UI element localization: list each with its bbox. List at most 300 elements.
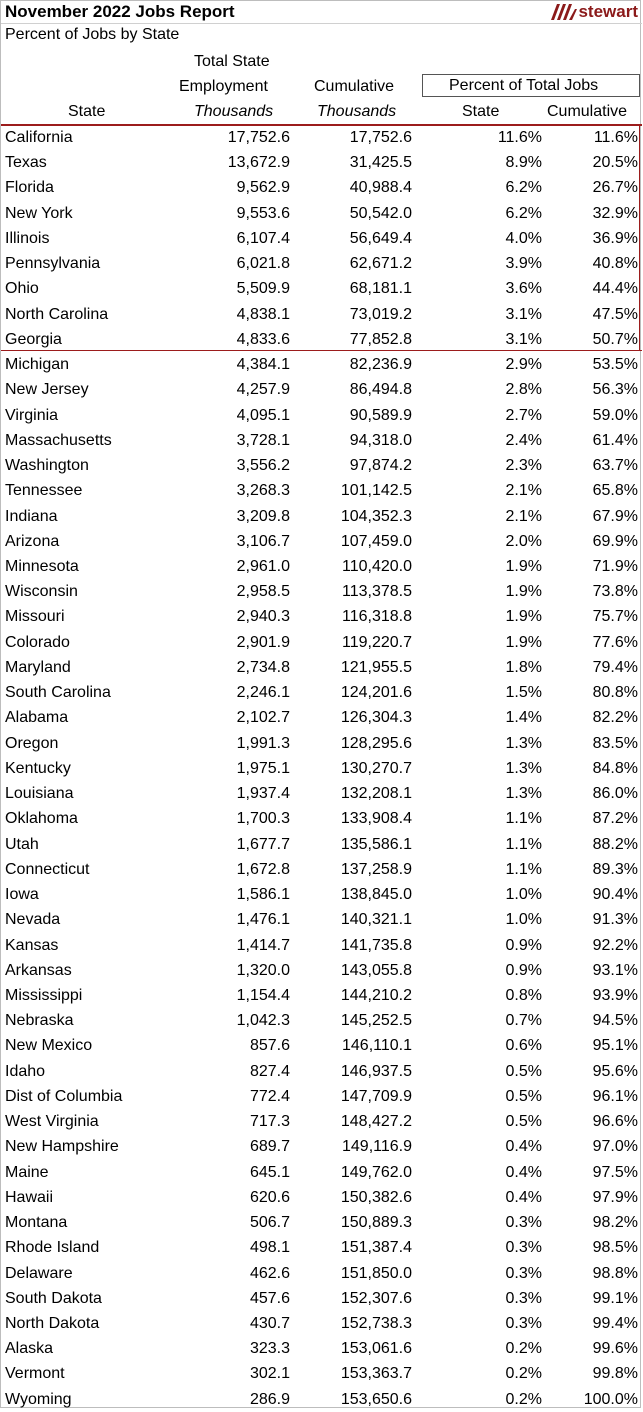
- cumulative-percent: 95.1%: [592, 1037, 638, 1055]
- cumulative-employment: 82,236.9: [349, 356, 412, 374]
- table-row: [1, 781, 642, 806]
- total-employment: 3,106.7: [236, 532, 290, 550]
- cumulative-percent: 96.1%: [592, 1087, 638, 1105]
- cumulative-percent: 93.9%: [592, 986, 638, 1004]
- cumulative-percent: 97.5%: [592, 1163, 638, 1181]
- state-name: Massachusetts: [5, 431, 112, 449]
- cumulative-percent: 36.9%: [592, 229, 638, 247]
- state-percent: 1.0%: [505, 886, 542, 904]
- table-row: [1, 327, 642, 352]
- logo-text: stewart: [578, 1, 638, 21]
- table-row: [1, 150, 642, 175]
- total-employment: 2,961.0: [236, 557, 290, 575]
- cumulative-percent: 71.9%: [592, 557, 638, 575]
- state-name: Virginia: [5, 406, 59, 424]
- state-percent: 11.6%: [497, 129, 542, 146]
- cumulative-employment: 31,425.5: [349, 154, 412, 172]
- state-name: Connecticut: [5, 860, 90, 878]
- total-employment: 857.6: [249, 1037, 290, 1055]
- cumulative-percent: 75.7%: [592, 608, 638, 626]
- cumulative-employment: 153,650.6: [340, 1390, 412, 1408]
- state-name: Pennsylvania: [5, 255, 101, 273]
- total-employment: 506.7: [249, 1214, 290, 1232]
- cumulative-percent: 73.8%: [592, 583, 638, 601]
- total-employment: 9,562.9: [236, 179, 290, 197]
- cumulative-employment: 116,318.8: [342, 608, 412, 626]
- table-row: [1, 226, 642, 251]
- cumulative-employment: 77,852.8: [349, 330, 412, 348]
- state-percent: 3.9%: [505, 255, 542, 273]
- total-employment: 3,556.2: [236, 457, 290, 475]
- cumulative-employment: 146,937.5: [340, 1062, 412, 1080]
- state-name: Nebraska: [5, 1012, 74, 1030]
- cumulative-employment: 68,181.1: [349, 280, 412, 298]
- table-row: [1, 251, 642, 276]
- cumulative-employment: 62,671.2: [349, 255, 412, 273]
- state-name: Alabama: [5, 709, 69, 727]
- cumulative-percent: 99.6%: [592, 1340, 638, 1358]
- cumulative-employment: 141,735.8: [340, 936, 412, 954]
- cumulative-percent: 53.5%: [592, 356, 638, 374]
- total-employment: 1,154.4: [236, 986, 290, 1004]
- state-name: Washington: [5, 457, 89, 475]
- total-employment: 323.3: [249, 1340, 290, 1358]
- table-row: [1, 1286, 642, 1311]
- table-row: [1, 680, 642, 705]
- table-row: [1, 756, 642, 781]
- state-name: Iowa: [5, 886, 39, 904]
- state-name: Hawaii: [5, 1188, 54, 1206]
- cumulative-percent: 99.1%: [592, 1289, 638, 1307]
- state-name: Kansas: [5, 936, 59, 954]
- cumulative-percent: 86.0%: [592, 785, 638, 803]
- table-row: [1, 428, 642, 453]
- state-percent: 4.0%: [505, 229, 542, 247]
- table-row: [1, 1336, 642, 1361]
- total-employment: 462.6: [249, 1264, 290, 1282]
- table-row: [1, 1261, 642, 1286]
- cumulative-employment: 104,352.3: [340, 507, 412, 525]
- cumulative-percent: 44.4%: [592, 280, 638, 298]
- state-percent: 0.3%: [505, 1315, 542, 1333]
- table-row: [1, 1008, 642, 1033]
- table-row: [1, 1185, 642, 1210]
- total-employment: 1,042.3: [236, 1012, 290, 1030]
- state-percent: 0.4%: [505, 1163, 542, 1181]
- cumulative-percent: 97.0%: [592, 1138, 638, 1156]
- state-name: Idaho: [5, 1062, 46, 1080]
- cumulative-percent: 61.4%: [592, 431, 638, 449]
- cumulative-employment: 150,382.6: [340, 1188, 412, 1206]
- state-name: Oregon: [5, 734, 59, 752]
- state-name: Wyoming: [5, 1390, 72, 1408]
- cumulative-employment: 94,318.0: [349, 431, 412, 449]
- state-name: Missouri: [5, 608, 65, 626]
- cumulative-employment: 148,427.2: [340, 1113, 412, 1131]
- cumulative-percent: 98.5%: [592, 1239, 638, 1257]
- table-row: [1, 1387, 642, 1412]
- table-body: [1, 125, 642, 1412]
- state-percent: 1.3%: [505, 759, 542, 777]
- cumulative-percent: 95.6%: [592, 1062, 638, 1080]
- cumulative-percent: 26.7%: [592, 179, 638, 197]
- stewart-stripes-logo-icon: [551, 4, 577, 20]
- table-row: [1, 1134, 642, 1159]
- state-percent: 8.9%: [505, 154, 542, 172]
- table-row: [1, 958, 642, 983]
- state-percent: 1.9%: [505, 557, 542, 575]
- state-percent: 2.8%: [505, 381, 542, 399]
- cumulative-percent: 80.8%: [592, 684, 638, 702]
- cumulative-employment: 137,258.9: [340, 860, 412, 878]
- cumulative-percent: 91.3%: [592, 911, 638, 929]
- cumulative-percent: 84.8%: [592, 759, 638, 777]
- table-row: [1, 504, 642, 529]
- state-percent: 0.4%: [505, 1188, 542, 1206]
- cumulative-percent: 65.8%: [592, 482, 638, 500]
- cumulative-employment: 126,304.3: [340, 709, 412, 727]
- table-row: [1, 907, 642, 932]
- table-row: [1, 403, 642, 428]
- table-subtitle: Percent of Jobs by State: [5, 26, 180, 43]
- state-name: Colorado: [5, 633, 70, 651]
- cumulative-employment: 128,295.6: [340, 734, 412, 752]
- cumulative-percent: 87.2%: [592, 810, 638, 828]
- table-row: [1, 655, 642, 680]
- state-name: Maine: [5, 1163, 49, 1181]
- state-name: Wisconsin: [5, 583, 78, 601]
- state-percent: 1.3%: [505, 734, 542, 752]
- state-name: Delaware: [5, 1264, 73, 1282]
- table-row: [1, 276, 642, 301]
- stewart-logo: [551, 1, 638, 22]
- state-name: New Hampshire: [5, 1138, 119, 1156]
- cumulative-percent: 99.4%: [592, 1315, 638, 1333]
- state-percent: 0.3%: [505, 1239, 542, 1257]
- table-row: [1, 806, 642, 831]
- cumulative-employment: 149,116.9: [342, 1138, 412, 1156]
- state-name: Arizona: [5, 532, 60, 550]
- state-percent: 0.5%: [505, 1087, 542, 1105]
- cumulative-employment: 121,955.5: [340, 658, 412, 676]
- total-employment: 1,937.4: [236, 785, 290, 803]
- table-row: [1, 352, 642, 377]
- total-employment: 1,991.3: [236, 734, 290, 752]
- cumulative-percent: 50.7%: [592, 330, 638, 348]
- cumulative-percent: 83.5%: [592, 734, 638, 752]
- table-row: [1, 983, 642, 1008]
- state-percent: 0.3%: [505, 1264, 542, 1282]
- cumulative-percent: 99.8%: [592, 1365, 638, 1383]
- table-row: [1, 478, 642, 503]
- cumulative-employment: 124,201.6: [340, 684, 412, 702]
- state-percent: 0.3%: [505, 1289, 542, 1307]
- header-percent-group: Percent of Total Jobs: [449, 77, 599, 94]
- title-row: [1, 1, 642, 24]
- cumulative-employment: 153,061.6: [340, 1340, 412, 1358]
- cumulative-employment: 97,874.2: [349, 457, 412, 475]
- state-name: California: [5, 129, 73, 146]
- table-row: [1, 933, 642, 958]
- state-percent: 0.2%: [505, 1390, 542, 1408]
- cumulative-percent: 56.3%: [592, 381, 638, 399]
- total-employment: 1,975.1: [236, 759, 290, 777]
- table-row: [1, 1084, 642, 1109]
- state-percent: 2.7%: [505, 406, 542, 424]
- state-name: New York: [5, 204, 73, 222]
- state-percent: 1.1%: [505, 835, 542, 853]
- table-row: [1, 201, 642, 226]
- cumulative-percent: 97.9%: [592, 1188, 638, 1206]
- state-percent: 1.9%: [505, 608, 542, 626]
- table-row: [1, 1311, 642, 1336]
- cumulative-percent: 93.1%: [592, 961, 638, 979]
- cumulative-employment: 152,307.6: [340, 1289, 412, 1307]
- total-employment: 1,700.3: [236, 810, 290, 828]
- cumulative-percent: 47.5%: [592, 305, 638, 323]
- state-percent: 0.5%: [505, 1062, 542, 1080]
- cumulative-employment: 153,363.7: [340, 1365, 412, 1383]
- table-row: [1, 302, 642, 327]
- total-employment: 772.4: [249, 1087, 290, 1105]
- cumulative-percent: 77.6%: [592, 633, 638, 651]
- header-total-line2: Employment: [179, 78, 268, 95]
- header-total-line1: Total State: [194, 53, 270, 70]
- state-percent: 1.0%: [505, 911, 542, 929]
- total-employment: 1,414.7: [236, 936, 290, 954]
- state-name: Maryland: [5, 658, 71, 676]
- table-row: [1, 882, 642, 907]
- state-name: South Dakota: [5, 1289, 102, 1307]
- state-name: Ohio: [5, 280, 39, 298]
- cumulative-employment: 149,762.0: [340, 1163, 412, 1181]
- total-employment: 6,021.8: [236, 255, 290, 273]
- state-percent: 1.9%: [505, 583, 542, 601]
- state-name: Minnesota: [5, 557, 79, 575]
- cumulative-employment: 50,542.0: [349, 204, 412, 222]
- table-row: [1, 731, 642, 756]
- cumulative-employment: 152,738.3: [340, 1315, 412, 1333]
- table-row: [1, 125, 642, 150]
- table-row: [1, 554, 642, 579]
- total-employment: 2,940.3: [236, 608, 290, 626]
- state-percent: 0.7%: [505, 1012, 542, 1030]
- cumulative-employment: 90,589.9: [349, 406, 412, 424]
- state-percent: 1.8%: [505, 658, 542, 676]
- cumulative-employment: 151,850.0: [340, 1264, 412, 1282]
- cumulative-employment: 133,908.4: [340, 810, 412, 828]
- state-percent: 3.6%: [505, 280, 542, 298]
- cumulative-employment: 110,420.0: [342, 557, 412, 575]
- state-percent: 0.9%: [505, 936, 542, 954]
- cumulative-employment: 73,019.2: [349, 305, 412, 323]
- table-row: [1, 705, 642, 730]
- state-percent: 3.1%: [505, 330, 542, 348]
- cumulative-employment: 138,845.0: [340, 886, 412, 904]
- state-name: Vermont: [5, 1365, 65, 1383]
- cumulative-percent: 63.7%: [592, 457, 638, 475]
- state-percent: 0.6%: [505, 1037, 542, 1055]
- table-row: [1, 1160, 642, 1185]
- total-employment: 5,509.9: [236, 280, 290, 298]
- table-row: [1, 1361, 642, 1386]
- header-total-units: Thousands: [194, 103, 274, 120]
- cumulative-percent: 59.0%: [592, 406, 638, 424]
- state-name: North Dakota: [5, 1315, 100, 1333]
- state-name: New Mexico: [5, 1037, 93, 1055]
- table-row: [1, 175, 642, 200]
- cumulative-employment: 140,321.1: [340, 911, 412, 929]
- state-percent: 2.3%: [505, 457, 542, 475]
- cumulative-employment: 145,252.5: [340, 1012, 412, 1030]
- state-name: Mississippi: [5, 986, 83, 1004]
- cumulative-employment: 132,208.1: [340, 785, 412, 803]
- cumulative-percent: 94.5%: [592, 1012, 638, 1030]
- state-name: Oklahoma: [5, 810, 78, 828]
- total-employment: 2,734.8: [236, 658, 290, 676]
- state-name: Florida: [5, 179, 54, 197]
- table-row: [1, 630, 642, 655]
- cumulative-percent: 79.4%: [592, 658, 638, 676]
- cumulative-employment: 101,142.5: [340, 482, 412, 500]
- state-percent: 1.4%: [505, 709, 542, 727]
- table-row: [1, 1210, 642, 1235]
- cumulative-percent: 96.6%: [592, 1113, 638, 1131]
- total-employment: 1,476.1: [236, 911, 290, 929]
- state-name: Indiana: [5, 507, 58, 525]
- table-row: [1, 453, 642, 478]
- state-name: Montana: [5, 1214, 68, 1232]
- cumulative-percent: 98.2%: [592, 1214, 638, 1232]
- state-name: Tennessee: [5, 482, 83, 500]
- state-name: West Virginia: [5, 1113, 99, 1131]
- state-name: Michigan: [5, 356, 70, 374]
- cumulative-percent: 88.2%: [592, 835, 638, 853]
- state-name: Rhode Island: [5, 1239, 100, 1257]
- state-percent: 1.9%: [505, 633, 542, 651]
- cumulative-percent: 40.8%: [592, 255, 638, 273]
- cumulative-percent: 89.3%: [592, 860, 638, 878]
- total-employment: 827.4: [249, 1062, 290, 1080]
- table-row: [1, 1235, 642, 1260]
- state-percent: 0.3%: [505, 1214, 542, 1232]
- cumulative-percent: 67.9%: [592, 507, 638, 525]
- table-row: [1, 1033, 642, 1058]
- state-name: Illinois: [5, 229, 50, 247]
- total-employment: 4,833.6: [236, 330, 290, 348]
- total-employment: 3,209.8: [236, 507, 290, 525]
- header-percent-state: State: [462, 103, 500, 120]
- cumulative-percent: 82.2%: [592, 709, 638, 727]
- total-employment: 645.1: [249, 1163, 290, 1181]
- state-percent: 2.0%: [505, 532, 542, 550]
- state-name: Nevada: [5, 911, 61, 929]
- cumulative-employment: 130,270.7: [340, 759, 412, 777]
- cumulative-percent: 90.4%: [592, 886, 638, 904]
- cumulative-employment: 107,459.0: [340, 532, 412, 550]
- state-name: Arkansas: [5, 961, 72, 979]
- state-name: Alaska: [5, 1340, 54, 1358]
- state-percent: 6.2%: [505, 204, 542, 222]
- state-percent: 0.9%: [505, 961, 542, 979]
- state-percent: 0.2%: [505, 1365, 542, 1383]
- cumulative-employment: 113,378.5: [342, 583, 412, 601]
- header-cumulative-units: Thousands: [317, 103, 397, 120]
- state-name: Texas: [5, 154, 47, 172]
- state-percent: 3.1%: [505, 305, 542, 323]
- state-name: Dist of Columbia: [5, 1087, 123, 1105]
- cumulative-percent: 32.9%: [592, 204, 638, 222]
- total-employment: 689.7: [249, 1138, 290, 1156]
- cumulative-employment: 144,210.2: [340, 986, 412, 1004]
- state-percent: 2.1%: [505, 482, 542, 500]
- state-percent: 0.8%: [505, 986, 542, 1004]
- table-row: [1, 579, 642, 604]
- report-title: November 2022 Jobs Report: [5, 2, 235, 21]
- header-state: State: [68, 103, 106, 120]
- state-percent: 1.1%: [505, 860, 542, 878]
- cumulative-percent: 100.0%: [583, 1390, 638, 1408]
- total-employment: 457.6: [249, 1289, 290, 1307]
- table-row: [1, 604, 642, 629]
- cumulative-employment: 135,586.1: [340, 835, 412, 853]
- cumulative-employment: 150,889.3: [340, 1214, 412, 1232]
- total-employment: 620.6: [249, 1188, 290, 1206]
- cumulative-percent: 11.6%: [593, 129, 638, 146]
- header-percent-cumulative: Cumulative: [547, 103, 628, 120]
- state-percent: 2.4%: [505, 431, 542, 449]
- state-percent: 2.1%: [505, 507, 542, 525]
- state-percent: 0.5%: [505, 1113, 542, 1131]
- total-employment: 9,553.6: [236, 204, 290, 222]
- total-employment: 3,268.3: [236, 482, 290, 500]
- total-employment: 430.7: [249, 1315, 290, 1333]
- total-employment: 1,586.1: [236, 886, 290, 904]
- cumulative-employment: 143,055.8: [340, 961, 412, 979]
- total-employment: 2,246.1: [236, 684, 290, 702]
- cumulative-employment: 147,709.9: [340, 1087, 412, 1105]
- total-employment: 4,838.1: [236, 305, 290, 323]
- total-employment: 1,677.7: [236, 835, 290, 853]
- table-row: [1, 1109, 642, 1134]
- state-name: Kentucky: [5, 759, 71, 777]
- cumulative-percent: 98.8%: [592, 1264, 638, 1282]
- table-row: [1, 832, 642, 857]
- state-percent: 6.2%: [505, 179, 542, 197]
- total-employment: 6,107.4: [236, 229, 290, 247]
- total-employment: 2,102.7: [236, 709, 290, 727]
- total-employment: 13,672.9: [227, 154, 290, 172]
- total-employment: 1,320.0: [236, 961, 290, 979]
- total-employment: 4,257.9: [236, 381, 290, 399]
- cumulative-employment: 151,387.4: [340, 1239, 412, 1257]
- state-percent: 0.4%: [505, 1138, 542, 1156]
- table-row: [1, 1059, 642, 1084]
- state-percent: 1.1%: [505, 810, 542, 828]
- cumulative-employment: 146,110.1: [342, 1037, 412, 1055]
- total-employment: 2,901.9: [236, 633, 290, 651]
- state-name: New Jersey: [5, 381, 89, 399]
- state-percent: 2.9%: [505, 356, 542, 374]
- state-name: Louisiana: [5, 785, 74, 803]
- cumulative-employment: 119,220.7: [342, 633, 412, 651]
- state-name: Georgia: [5, 330, 62, 348]
- total-employment: 3,728.1: [236, 431, 290, 449]
- state-percent: 1.5%: [505, 684, 542, 702]
- state-name: South Carolina: [5, 684, 111, 702]
- state-name: North Carolina: [5, 305, 109, 323]
- table-row: [1, 377, 642, 402]
